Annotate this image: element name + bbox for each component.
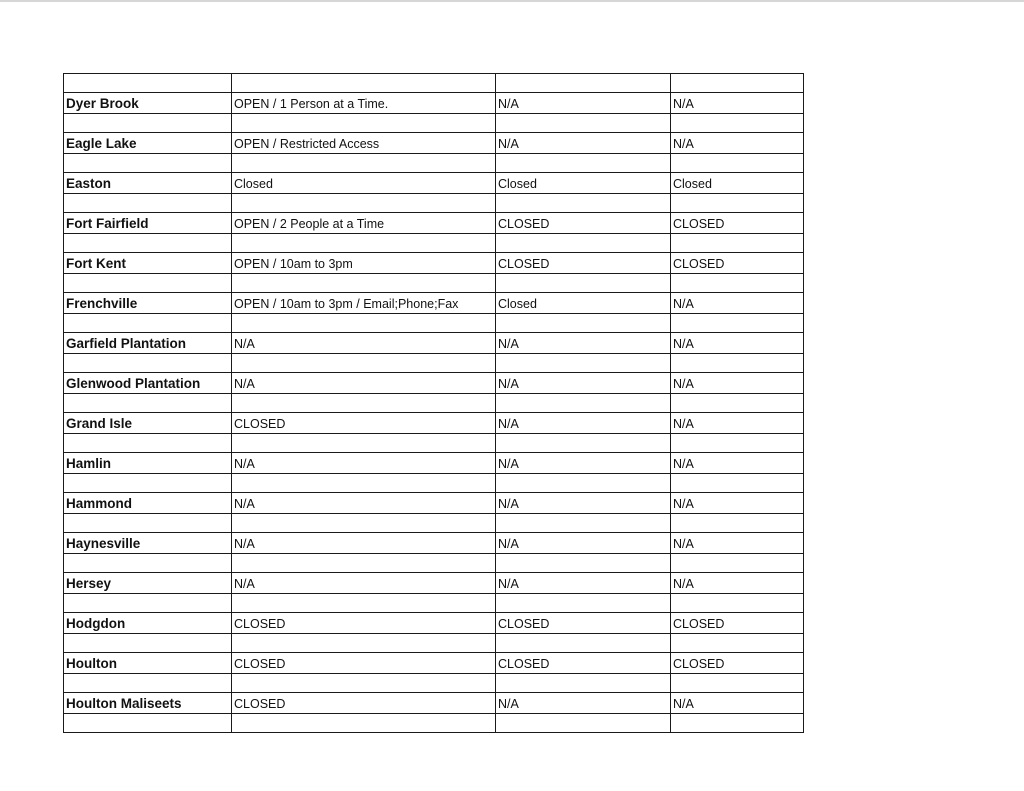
table-row xyxy=(64,693,804,714)
spacer-row xyxy=(64,674,804,693)
empty-cell xyxy=(671,514,804,533)
col3-cell: N/A xyxy=(496,453,671,474)
table-row xyxy=(64,213,804,234)
col3-cell: N/A xyxy=(496,573,671,594)
empty-cell xyxy=(232,114,496,133)
empty-cell xyxy=(232,674,496,693)
empty-cell xyxy=(64,474,232,493)
spacer-row xyxy=(64,74,804,93)
empty-cell xyxy=(671,594,804,613)
status-cell: N/A xyxy=(232,333,496,354)
table-row xyxy=(64,293,804,314)
col3-cell: N/A xyxy=(496,693,671,714)
status-cell: OPEN / 1 Person at a Time. xyxy=(232,93,496,114)
col4-cell: N/A xyxy=(671,333,804,354)
empty-cell xyxy=(671,714,804,733)
table-row xyxy=(64,533,804,554)
empty-cell xyxy=(232,714,496,733)
town-name-cell: Houlton Maliseets xyxy=(64,693,232,714)
table-row xyxy=(64,613,804,634)
col4-cell: CLOSED xyxy=(671,613,804,634)
empty-cell xyxy=(64,554,232,573)
status-cell: CLOSED xyxy=(232,613,496,634)
empty-cell xyxy=(64,74,232,93)
status-cell: Closed xyxy=(232,173,496,194)
empty-cell xyxy=(496,394,671,413)
empty-cell xyxy=(232,594,496,613)
col3-cell: N/A xyxy=(496,413,671,434)
spacer-row xyxy=(64,114,804,133)
col3-cell: N/A xyxy=(496,93,671,114)
empty-cell xyxy=(671,234,804,253)
empty-cell xyxy=(671,354,804,373)
col3-cell: N/A xyxy=(496,133,671,154)
empty-cell xyxy=(496,434,671,453)
col4-cell: N/A xyxy=(671,293,804,314)
empty-cell xyxy=(232,274,496,293)
empty-cell xyxy=(671,314,804,333)
col4-cell: N/A xyxy=(671,413,804,434)
table-row xyxy=(64,573,804,594)
status-cell: N/A xyxy=(232,373,496,394)
col4-cell: N/A xyxy=(671,693,804,714)
empty-cell xyxy=(496,154,671,173)
town-name-cell: Fort Fairfield xyxy=(64,213,232,234)
empty-cell xyxy=(496,74,671,93)
col3-cell: Closed xyxy=(496,173,671,194)
town-name-cell: Haynesville xyxy=(64,533,232,554)
empty-cell xyxy=(671,274,804,293)
table-row xyxy=(64,333,804,354)
table-row xyxy=(64,93,804,114)
empty-cell xyxy=(496,634,671,653)
town-name-cell: Eagle Lake xyxy=(64,133,232,154)
status-cell: OPEN / Restricted Access xyxy=(232,133,496,154)
empty-cell xyxy=(232,634,496,653)
empty-cell xyxy=(64,234,232,253)
table-row xyxy=(64,653,804,674)
col3-cell: CLOSED xyxy=(496,213,671,234)
status-cell: N/A xyxy=(232,533,496,554)
col4-cell: N/A xyxy=(671,373,804,394)
empty-cell xyxy=(64,274,232,293)
col4-cell: N/A xyxy=(671,573,804,594)
empty-cell xyxy=(671,474,804,493)
status-cell: CLOSED xyxy=(232,413,496,434)
spacer-row xyxy=(64,154,804,173)
town-name-cell: Fort Kent xyxy=(64,253,232,274)
spacer-row xyxy=(64,714,804,733)
empty-cell xyxy=(671,394,804,413)
empty-cell xyxy=(671,434,804,453)
empty-cell xyxy=(64,354,232,373)
empty-cell xyxy=(496,274,671,293)
town-name-cell: Houlton xyxy=(64,653,232,674)
status-cell: N/A xyxy=(232,453,496,474)
town-status-table xyxy=(63,73,804,733)
empty-cell xyxy=(232,554,496,573)
empty-cell xyxy=(671,674,804,693)
empty-cell xyxy=(232,514,496,533)
empty-cell xyxy=(496,194,671,213)
spacer-row xyxy=(64,234,804,253)
empty-cell xyxy=(64,114,232,133)
spacer-row xyxy=(64,354,804,373)
spacer-row xyxy=(64,514,804,533)
empty-cell xyxy=(232,474,496,493)
spacer-row xyxy=(64,194,804,213)
empty-cell xyxy=(64,394,232,413)
table-row xyxy=(64,413,804,434)
table-body xyxy=(64,74,804,733)
empty-cell xyxy=(232,154,496,173)
empty-cell xyxy=(232,434,496,453)
town-name-cell: Easton xyxy=(64,173,232,194)
col3-cell: N/A xyxy=(496,493,671,514)
status-cell: CLOSED xyxy=(232,693,496,714)
status-cell: CLOSED xyxy=(232,653,496,674)
empty-cell xyxy=(232,74,496,93)
col4-cell: N/A xyxy=(671,133,804,154)
empty-cell xyxy=(496,594,671,613)
empty-cell xyxy=(232,314,496,333)
spacer-row xyxy=(64,274,804,293)
empty-cell xyxy=(671,634,804,653)
col4-cell: CLOSED xyxy=(671,653,804,674)
table-row xyxy=(64,133,804,154)
col4-cell: N/A xyxy=(671,533,804,554)
col3-cell: N/A xyxy=(496,373,671,394)
town-name-cell: Hammond xyxy=(64,493,232,514)
empty-cell xyxy=(64,434,232,453)
empty-cell xyxy=(64,594,232,613)
col4-cell: CLOSED xyxy=(671,253,804,274)
empty-cell xyxy=(496,514,671,533)
empty-cell xyxy=(232,394,496,413)
town-name-cell: Hamlin xyxy=(64,453,232,474)
col3-cell: CLOSED xyxy=(496,253,671,274)
empty-cell xyxy=(64,714,232,733)
spacer-row xyxy=(64,474,804,493)
empty-cell xyxy=(496,714,671,733)
empty-cell xyxy=(671,194,804,213)
town-name-cell: Hersey xyxy=(64,573,232,594)
spacer-row xyxy=(64,434,804,453)
col3-cell: N/A xyxy=(496,533,671,554)
empty-cell xyxy=(64,314,232,333)
status-cell: OPEN / 10am to 3pm / Email;Phone;Fax xyxy=(232,293,496,314)
empty-cell xyxy=(496,554,671,573)
table-row xyxy=(64,253,804,274)
empty-cell xyxy=(64,154,232,173)
empty-cell xyxy=(496,354,671,373)
town-name-cell: Frenchville xyxy=(64,293,232,314)
town-name-cell: Garfield Plantation xyxy=(64,333,232,354)
spacer-row xyxy=(64,554,804,573)
town-name-cell: Dyer Brook xyxy=(64,93,232,114)
empty-cell xyxy=(64,674,232,693)
empty-cell xyxy=(64,514,232,533)
col3-cell: CLOSED xyxy=(496,653,671,674)
empty-cell xyxy=(64,194,232,213)
empty-cell xyxy=(671,554,804,573)
table-row xyxy=(64,373,804,394)
col4-cell: CLOSED xyxy=(671,213,804,234)
spacer-row xyxy=(64,594,804,613)
empty-cell xyxy=(64,634,232,653)
table-row xyxy=(64,173,804,194)
spacer-row xyxy=(64,394,804,413)
empty-cell xyxy=(496,314,671,333)
col3-cell: N/A xyxy=(496,333,671,354)
town-name-cell: Hodgdon xyxy=(64,613,232,634)
empty-cell xyxy=(671,154,804,173)
spacer-row xyxy=(64,314,804,333)
empty-cell xyxy=(671,74,804,93)
empty-cell xyxy=(232,354,496,373)
status-cell: N/A xyxy=(232,493,496,514)
col3-cell: CLOSED xyxy=(496,613,671,634)
town-name-cell: Grand Isle xyxy=(64,413,232,434)
empty-cell xyxy=(496,674,671,693)
empty-cell xyxy=(671,114,804,133)
status-cell: N/A xyxy=(232,573,496,594)
table-row xyxy=(64,453,804,474)
col4-cell: N/A xyxy=(671,93,804,114)
empty-cell xyxy=(232,194,496,213)
empty-cell xyxy=(496,474,671,493)
col4-cell: Closed xyxy=(671,173,804,194)
col4-cell: N/A xyxy=(671,493,804,514)
col4-cell: N/A xyxy=(671,453,804,474)
table-row xyxy=(64,493,804,514)
status-cell: OPEN / 10am to 3pm xyxy=(232,253,496,274)
town-name-cell: Glenwood Plantation xyxy=(64,373,232,394)
status-cell: OPEN / 2 People at a Time xyxy=(232,213,496,234)
spacer-row xyxy=(64,634,804,653)
empty-cell xyxy=(496,234,671,253)
empty-cell xyxy=(232,234,496,253)
col3-cell: Closed xyxy=(496,293,671,314)
scan-edge xyxy=(0,0,1024,2)
empty-cell xyxy=(496,114,671,133)
